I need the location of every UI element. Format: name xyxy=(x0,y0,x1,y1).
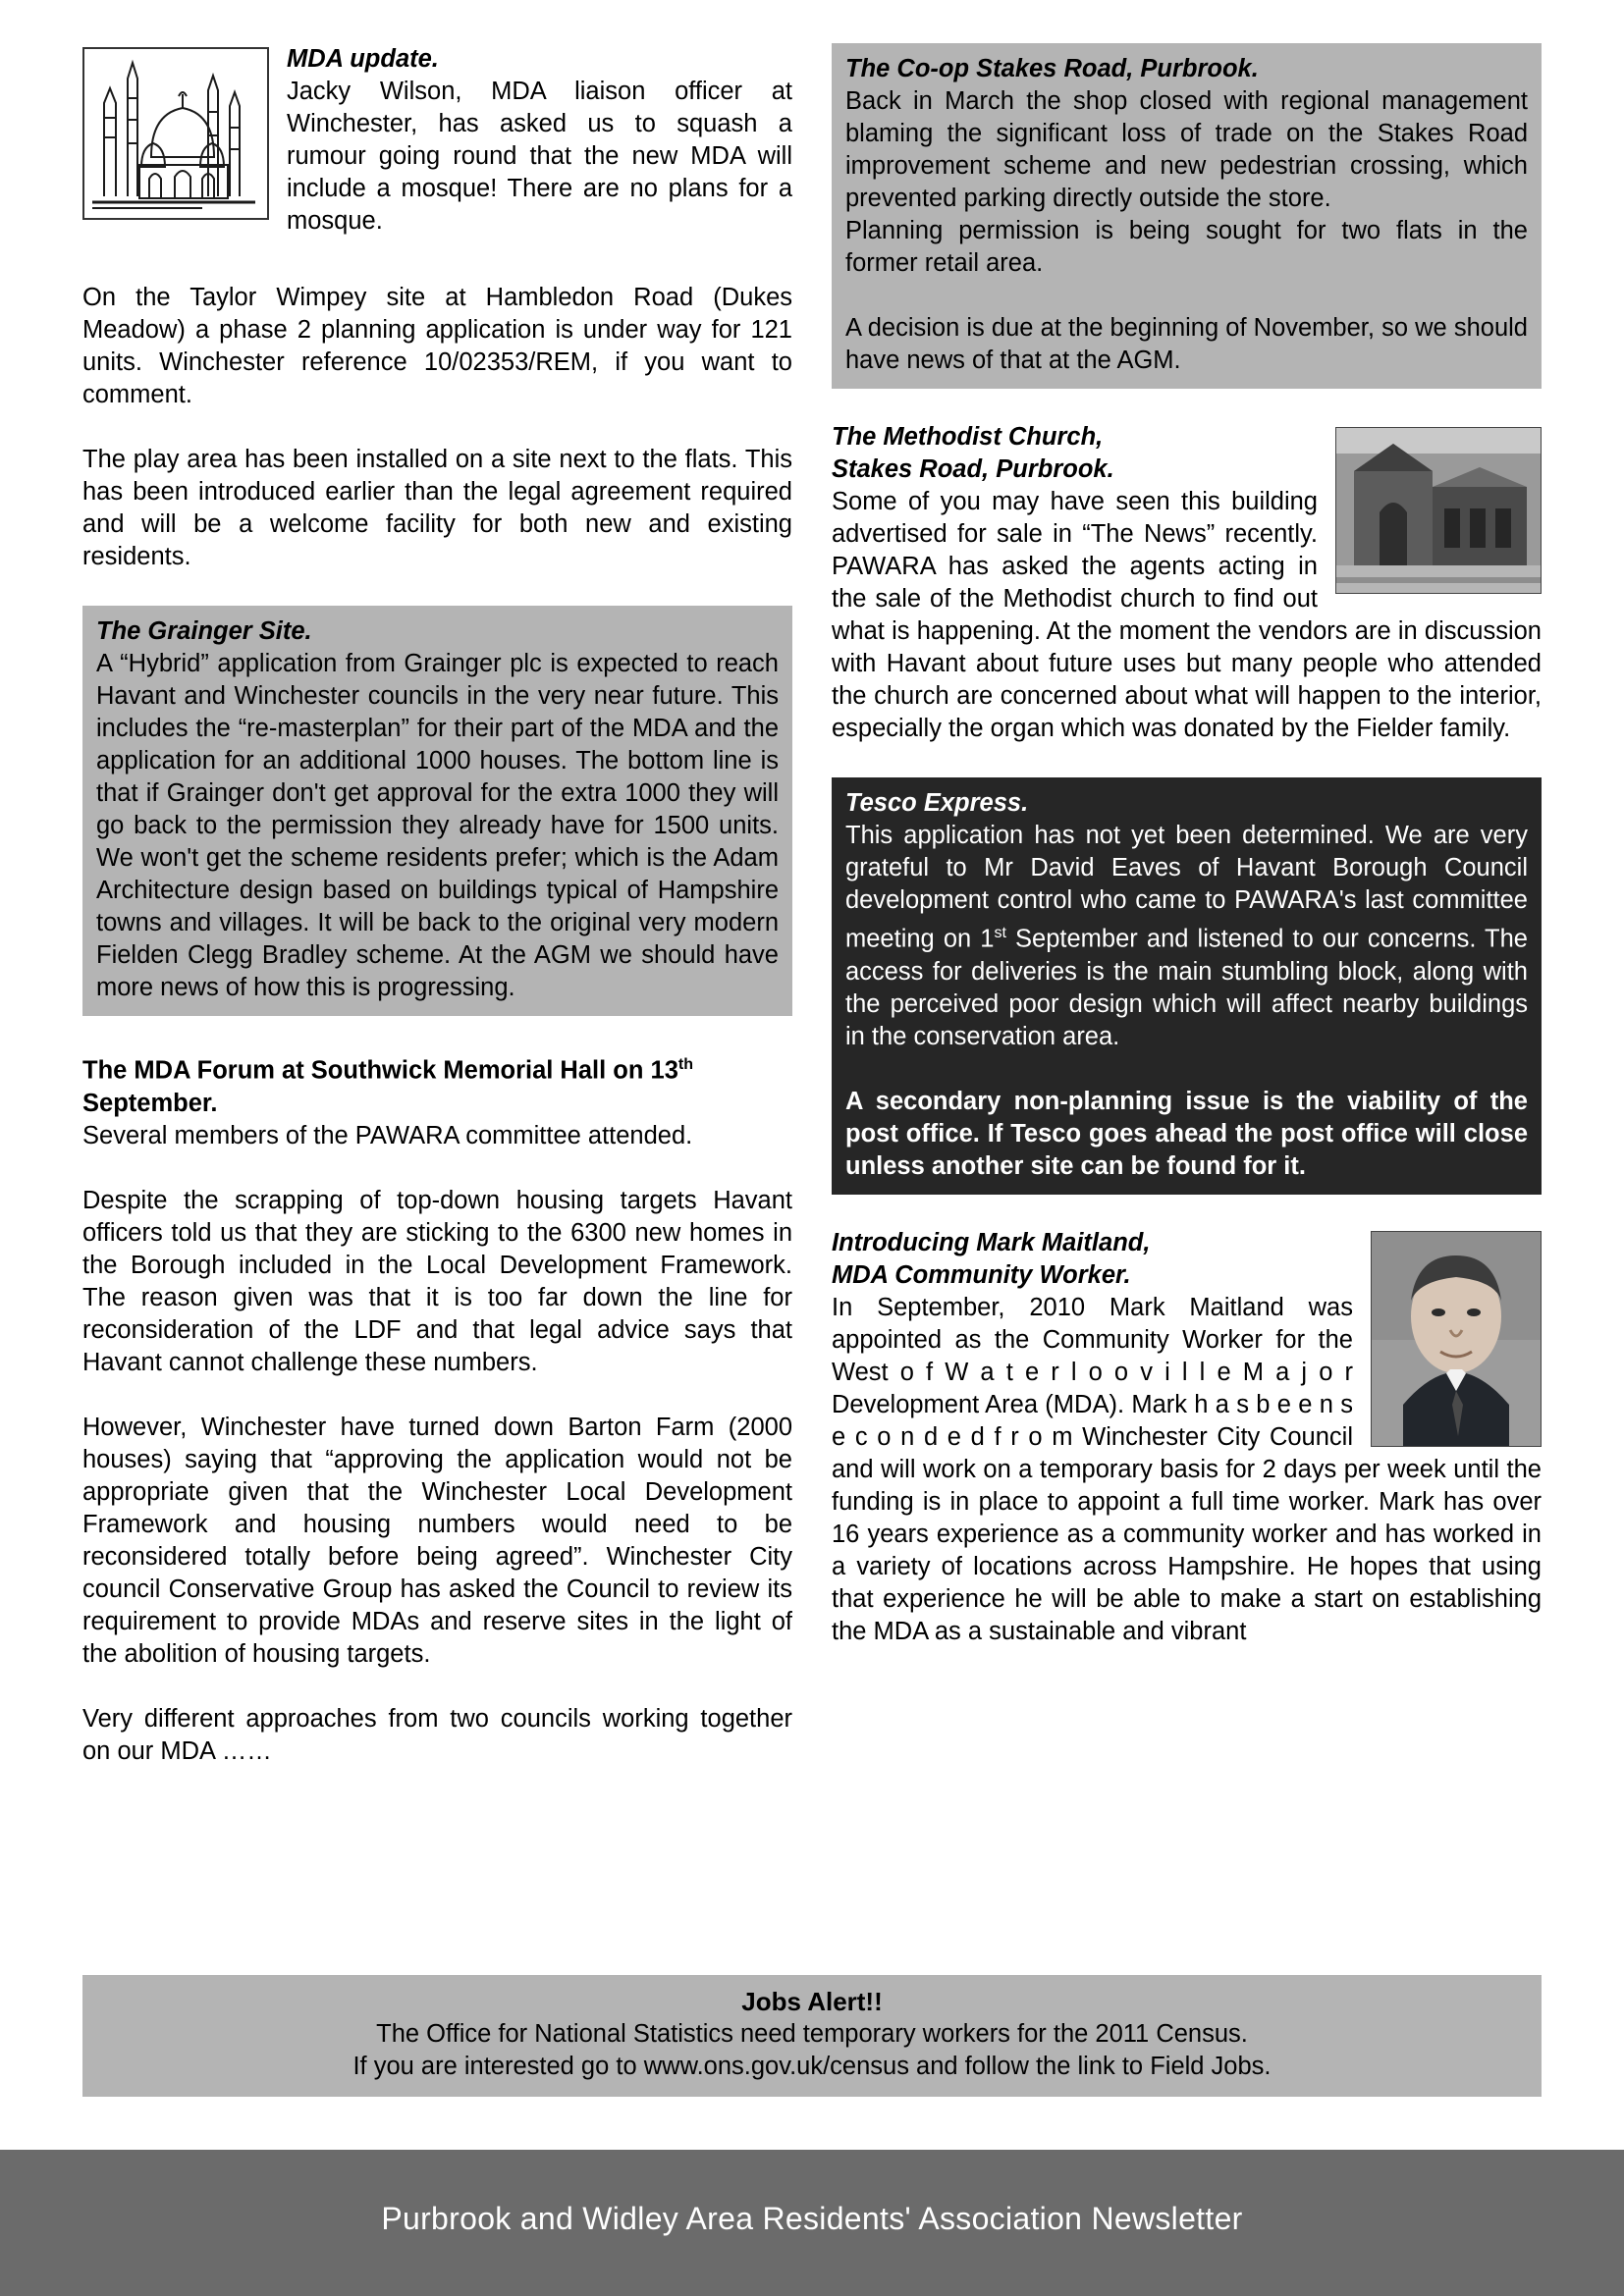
methodist-heading-line2: Stakes Road, Purbrook. xyxy=(832,455,1114,483)
right-column xyxy=(832,43,1542,1768)
tesco-body-part2: September and listened to our concerns. The access for deliveries is the main stumbling block, along with the perceived poor design which will affect nearby buildings in the conservation area. xyxy=(845,925,1528,1050)
mda-forum-body: Several members of the PAWARA committee attended. xyxy=(82,1121,693,1149)
jobs-alert-title: Jobs Alert!! xyxy=(741,1987,883,2016)
housing-targets-paragraph: Despite the scrapping of top-down housing targets Havant officers told us that they are sticking to the 6300 new homes in the Borough included in the Local Development Framework. The reason given was that it is too far down the line for reconsideration of the LDF and that legal advice says that Havant cannot challenge these numbers. xyxy=(82,1186,792,1376)
mda-update-body: Jacky Wilson, MDA liaison officer at Winchester, has asked us to squash a rumour going round that the new MDA will include a mosque! There are no plans for a mosque. xyxy=(287,78,792,235)
tesco-body xyxy=(845,820,1528,1053)
taylor-wimpey-paragraph: On the Taylor Wimpey site at Hambledon Road (Dukes Meadow) a phase 2 planning application is under way for 121 units. Winchester reference 10/02353/REM, if you want to comment. xyxy=(82,284,792,408)
jobs-alert-line-1: The Office for National Statistics need temporary workers for the 2011 Census. xyxy=(376,2020,1248,2048)
closing-paragraph: Very different approaches from two councils working together on our MDA …… xyxy=(82,1704,792,1765)
tesco-bold-note: A secondary non-planning issue is the viability of the post office. If Tesco goes ahead the post office will close unless another site can be found for it. xyxy=(845,1087,1528,1180)
mda-forum-heading xyxy=(82,1048,792,1120)
spacer xyxy=(82,1016,792,1048)
coop-body-2: Planning permission is being sought for two flats in the former retail area. xyxy=(845,217,1528,277)
spacer xyxy=(82,1671,792,1703)
spacer xyxy=(832,745,1542,777)
spacer xyxy=(832,389,1542,421)
coop-body-1: Back in March the shop closed with regional management blaming the significant loss of trade on the Stakes Road improvement scheme and new pedestrian crossing, which prevented parking directly outside the store. xyxy=(845,87,1528,212)
grainger-site-block xyxy=(82,606,792,1016)
tesco-body-part1: This application has not yet been determined. We are very grateful to Mr David Eaves of Havant Borough Council development control who came to PAWARA's last committee meeting on 1 xyxy=(845,822,1528,953)
left-column xyxy=(82,43,792,1768)
mosque-line-drawing-icon xyxy=(82,47,269,220)
tesco-heading: Tesco Express. xyxy=(845,789,1029,817)
mda-forum-heading-part1: The MDA Forum at Southwick Memorial Hall on 13 xyxy=(82,1056,678,1085)
spacer xyxy=(832,1195,1542,1227)
spacer xyxy=(82,1152,792,1185)
mda-forum-heading-sup: th xyxy=(677,1056,693,1073)
page-footer xyxy=(0,2150,1624,2296)
two-column-layout xyxy=(82,43,1542,1768)
spacer xyxy=(82,573,792,606)
methodist-heading-line1: The Methodist Church, xyxy=(832,423,1104,451)
jobs-alert-line-2: If you are interested go to www.ons.gov.uk/census and follow the link to Field Jobs. xyxy=(352,2053,1272,2080)
spacer xyxy=(82,249,792,282)
grainger-body: A “Hybrid” application from Grainger plc is expected to reach Havant and Winchester councils in the very near future. This includes the “re-masterplan” for their part of the MDA and the application for an additional 1000 houses. The bottom line is that if Grainger don't get approval for the extra 1000 they will go back to the permission they already have for 1500 units. We won't get the scheme residents prefer; which is the Adam Architecture design based on buildings typical of Hampshire towns and villages. It will be back to the original very modern Fielden Clegg Bradley scheme. At the AGM we should have more news of how this is progressing. xyxy=(96,650,779,1001)
methodist-church-section xyxy=(832,421,1542,745)
tesco-body-sup: st xyxy=(994,925,1006,941)
spacer xyxy=(82,411,792,444)
mda-forum-heading-part2: September. xyxy=(82,1089,218,1117)
spacer xyxy=(82,1379,792,1412)
tesco-express-block xyxy=(832,777,1542,1195)
coop-body-3: A decision is due at the beginning of November, so we should have news of that at the AGM. xyxy=(845,314,1528,374)
spacer xyxy=(845,280,1528,312)
mark-maitland-section xyxy=(832,1227,1542,1648)
mark-maitland-heading-line1: Introducing Mark Maitland, xyxy=(832,1228,1151,1256)
mda-update-section xyxy=(82,43,792,249)
spacer xyxy=(845,1053,1528,1086)
methodist-body: Some of you may have seen this building advertised for sale in “The News” recently. PAWARA has asked the agents acting in the sale of the Methodist church to find out what is happening. At the moment the vendors are in discussion with Havant about future uses but many people who attended the church are concerned about what will happen to the interior, especially the organ which was donated by the Fielder family. xyxy=(832,488,1542,742)
grainger-heading: The Grainger Site. xyxy=(96,617,312,645)
mark-maitland-body: In September, 2010 Mark Maitland was appointed as the Community Worker for the West o f W a t e r l o o v i l l e M a j o r Development Area (MDA). Mark h a s b e e n s e c o n d e d f r o m Winchester City Council and will work on a temporary basis for 2 days per week until the funding is in place to appoint a full time worker. Mark has over 16 years experience as a community worker and has worked in a variety of locations across Hampshire. He hopes that using that experience he will be able to make a start on establishing the MDA as a sustainable and vibrant xyxy=(832,1293,1542,1645)
mda-update-heading: MDA update. xyxy=(287,45,439,73)
coop-heading: The Co-op Stakes Road, Purbrook. xyxy=(845,55,1259,82)
play-area-paragraph: The play area has been installed on a site next to the flats. This has been introduced earlier than the legal agreement required and will be a welcome facility for both new and existing residents. xyxy=(82,446,792,570)
coop-block xyxy=(832,43,1542,389)
mark-maitland-heading-line2: MDA Community Worker. xyxy=(832,1260,1131,1289)
barton-farm-paragraph: However, Winchester have turned down Barton Farm (2000 houses) saying that “approving the application would not be appropriate given that the Winchester Local Development Framework and housing numbers would need to be reconsidered totally before being agreed”. Winchester City council Conservative Group has asked the Council to review its requirement to provide MDAs and reserve sites in the light of the abolition of housing targets. xyxy=(82,1413,792,1668)
jobs-alert-banner xyxy=(82,1975,1542,2097)
methodist-church-photo xyxy=(1335,427,1542,594)
mark-maitland-portrait xyxy=(1371,1231,1542,1447)
footer-text: Purbrook and Widley Area Residents' Association Newsletter xyxy=(381,2201,1243,2236)
